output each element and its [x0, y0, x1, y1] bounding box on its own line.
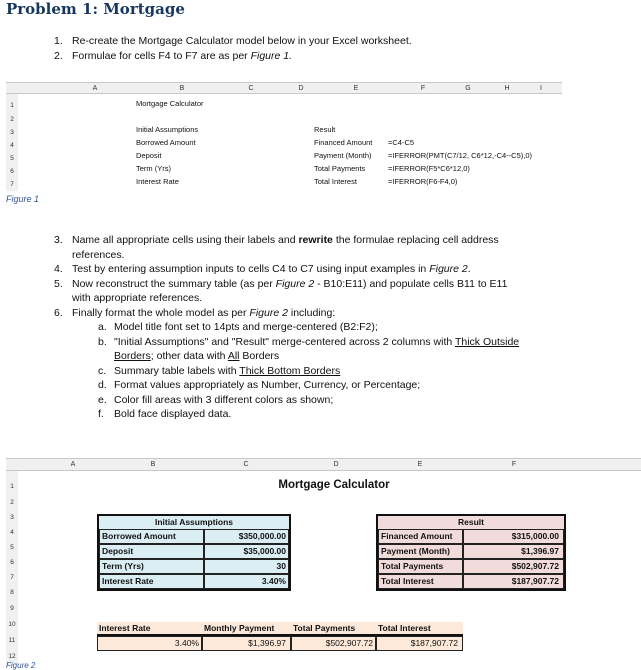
sub-item: d. Format values appropriately as Number, Currency, or Percentage;: [98, 379, 421, 391]
list-item-cont: with appropriate references.: [72, 292, 203, 304]
list-item: 1. Re-create the Mortgage Calculator model below in your Excel worksheet.: [54, 35, 412, 47]
sub-item: a. Model title font set to 14pts and merge-centered (B2:F2);: [98, 321, 378, 333]
summary-label[interactable]: Total Payments: [291, 622, 376, 636]
list-item: 5. Now reconstruct the summary table (as per Figure 2 - B10:E11) and populate cells B11 to E11: [54, 277, 508, 290]
figure-1-spreadsheet: [6, 82, 562, 190]
sub-item: c. Summary table labels with Thick Bottom Borders: [98, 364, 341, 377]
result-header[interactable]: Result: [378, 516, 564, 529]
summary-value[interactable]: 3.40%: [97, 636, 202, 651]
cell-b5[interactable]: Deposit: [136, 151, 162, 160]
cell-b1[interactable]: Mortgage Calculator: [136, 99, 204, 108]
cell-e4[interactable]: Financed Amount: [314, 138, 373, 147]
result-label[interactable]: Total Payments: [378, 559, 463, 574]
intro-list: [54, 34, 412, 63]
summary-label[interactable]: Monthly Payment: [202, 622, 291, 636]
cell-b3[interactable]: Initial Assumptions: [136, 125, 199, 134]
sub-item: e. Color fill areas with 3 different colors as shown;: [98, 393, 334, 406]
cell-f6[interactable]: =IFERROR(F5*C6*12,0): [388, 164, 470, 173]
cell-b4[interactable]: Borrowed Amount: [136, 138, 196, 147]
list-item: 2. Formulae for cells F4 to F7 are as per Figure 1.: [54, 49, 293, 62]
list-item: 6. Finally format the whole model as per Figure 2 including:: [54, 306, 336, 319]
cell-e5[interactable]: Payment (Month): [314, 151, 372, 160]
summary-label[interactable]: Interest Rate: [97, 622, 202, 636]
ia-value[interactable]: $35,000.00: [204, 544, 289, 559]
page-title: Problem 1: Mortgage: [6, 0, 185, 18]
steps-list: [54, 233, 614, 422]
ia-value[interactable]: $350,000.00: [204, 529, 289, 544]
ia-value[interactable]: 30: [204, 559, 289, 574]
ia-label[interactable]: Interest Rate: [99, 574, 204, 589]
sub-item: f. Bold face displayed data.: [98, 408, 232, 420]
summary-label[interactable]: Total Interest: [376, 622, 463, 636]
figure-1-caption: Figure 1: [6, 194, 40, 204]
cell-e3[interactable]: Result: [314, 125, 336, 134]
list-item: 3. Name all appropriate cells using their labels and rewrite the formulae replacing cell address: [54, 234, 499, 246]
cell-e6[interactable]: Total Payments: [314, 164, 366, 173]
figure-2-caption: Figure 2: [6, 661, 36, 670]
cell-f7[interactable]: =IFERROR(F6-F4,0): [388, 177, 458, 186]
summary-value[interactable]: $187,907.72: [376, 636, 463, 651]
ia-label[interactable]: Term (Yrs): [99, 559, 204, 574]
cell-f5[interactable]: =IFERROR(PMT(C7/12, C6*12,-C4--C5),0): [388, 151, 532, 160]
result-value[interactable]: $1,396.97: [463, 544, 564, 559]
summary-value[interactable]: $1,396.97: [202, 636, 291, 651]
result-label[interactable]: Payment (Month): [378, 544, 463, 559]
list-item: 4. Test by entering assumption inputs to cells C4 to C7 using input examples in Figure 2.: [54, 263, 471, 275]
result-label[interactable]: Financed Amount: [378, 529, 463, 544]
figure-2-spreadsheet: [6, 458, 641, 664]
model-title[interactable]: Mortgage Calculator: [278, 479, 390, 491]
result-value[interactable]: $315,000.00: [463, 529, 564, 544]
summary-value[interactable]: $502,907.72: [291, 636, 376, 651]
result-value[interactable]: $502,907.72: [463, 559, 564, 574]
row-headers: 1 2 3 4 5 6 7: [6, 94, 18, 191]
sub-item: b. "Initial Assumptions" and "Result" merge-centered across 2 columns with Thick Outside: [98, 335, 520, 348]
cell-b6[interactable]: Term (Yrs): [136, 164, 171, 173]
ia-label[interactable]: Borrowed Amount: [99, 529, 204, 544]
column-headers: A B C D E F: [6, 459, 641, 471]
result-label[interactable]: Total Interest: [378, 574, 463, 589]
column-headers: A B C D E F G H I: [6, 83, 562, 94]
ia-value[interactable]: 3.40%: [204, 574, 289, 589]
list-item-cont: references.: [72, 248, 125, 261]
cell-b7[interactable]: Interest Rate: [136, 177, 179, 186]
cell-e7[interactable]: Total Interest: [314, 177, 357, 186]
sub-item-cont: Borders; other data with All Borders: [114, 350, 280, 362]
cell-f4[interactable]: =C4-C5: [388, 138, 415, 147]
ia-header[interactable]: Initial Assumptions: [99, 516, 289, 529]
row-headers: 1 2 3 4 5 6 7 8 9 10 11 12: [6, 471, 18, 665]
ia-label[interactable]: Deposit: [99, 544, 204, 559]
result-value[interactable]: $187,907.72: [463, 574, 564, 589]
